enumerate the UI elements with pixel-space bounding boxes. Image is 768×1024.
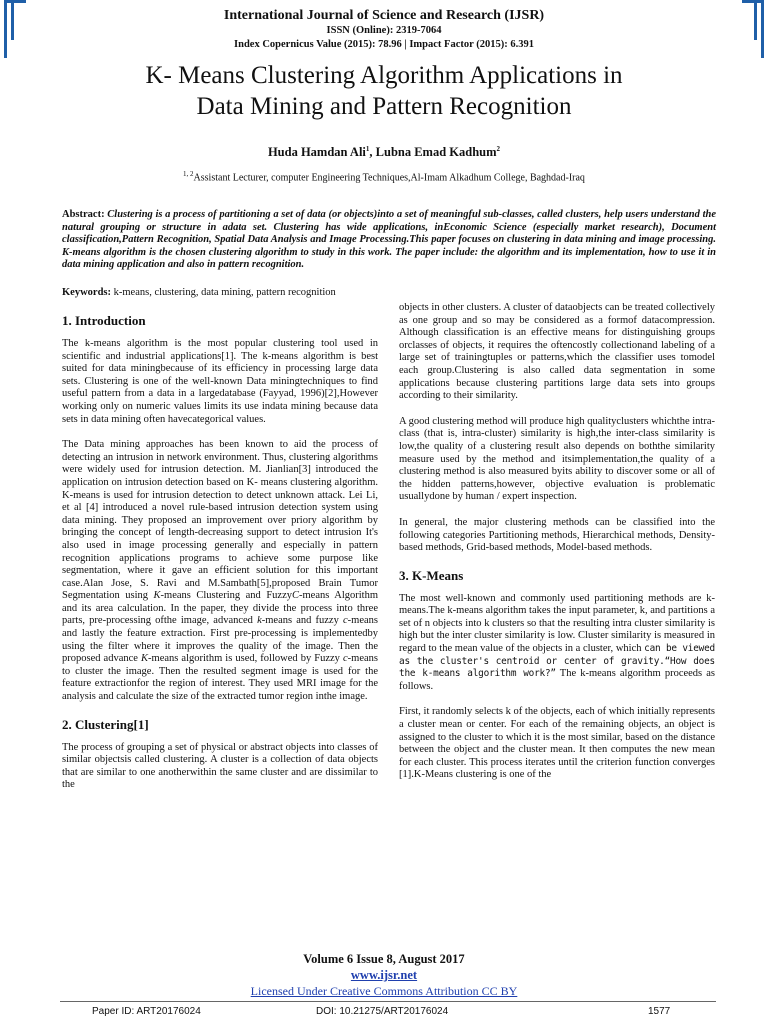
keywords bbox=[62, 287, 716, 298]
title-line-1: K- Means Clustering Algorithm Applications in bbox=[145, 62, 623, 89]
intro-p2-c: -means Algorithm and its area calculation. In the paper, they divide the process into three parts, pre-processing ofthe image, advanced bbox=[62, 590, 379, 627]
intro-p2-g: -means to cluster the image. Then the resulted segment image is used for the feature extractionfor the region of interest. They used MRI image for the analysis and calculate the size of the extracted tumor region inthe image. bbox=[62, 653, 378, 703]
clustering-paragraph-3: A good clustering method will produce high qualityclusters whichthe intra-class (that is, intra-cluster) similarity is high,the inter-class similarity is low,the quality of a clustering result also depends on boththe similarity measure used by the method and itsimplementation,the quality of a clustering method is also measured byits ability to discover some or all of the hidden patterns,however, objective evaluation is problematic usuallydone by human / expert inspection. bbox=[399, 415, 715, 503]
license-link[interactable]: Licensed Under Creative Commons Attribution CC BY bbox=[250, 984, 518, 998]
kmeans-p1-quote: can be viewed as the cluster's centroid or center of gravity.“How does the k-means algorithm work?” bbox=[399, 643, 715, 680]
kmeans-paragraph-1 bbox=[399, 593, 715, 694]
footer-divider bbox=[60, 1001, 716, 1002]
intro-paragraph-1: The k-means algorithm is the most popular clustering tool used in scientific and industrial applications[1]. The k-means algorithm is best suited for data miningbecause of its efficiency in processing large data sets. Clustering is one of the well-known Data miningtechniques to find useful pattern from a data in a largedatabase (Fayyad, 1996)[2],However working only on numeric values limits its use indata mining because data sets in data mining often havecategorical values. bbox=[62, 338, 378, 425]
index-line: Index Copernicus Value (2015): 78.96 | Impact Factor (2015): 6.391 bbox=[234, 39, 534, 50]
section-heading-introduction: 1. Introduction bbox=[62, 313, 146, 328]
abstract-label: Abstract: bbox=[62, 209, 105, 220]
keywords-label: Keywords: bbox=[62, 287, 111, 298]
author-2-sup: 2 bbox=[496, 145, 501, 153]
intro-p2-k3: K bbox=[141, 653, 149, 665]
section-heading-clustering: 2. Clustering[1] bbox=[62, 716, 149, 732]
paper-title bbox=[30, 60, 738, 122]
intro-p2-d: -means and fuzzy bbox=[261, 615, 343, 627]
abstract-text: Clustering is a process of partitioning a set of data (or objects)into a set of meaningful sub-classes, called clusters, help users understand the natural grouping or structure in adata set. Clustering has wide applications, inEconomic Science (especially market research), Document classification,Pattern Recognition, Spatial Data Analysis and Image Processing.This paper focuses on clustering in data mining and image processing. K-means algorithm is the chosen clustering algorithm to study in this work. The paper include: the algorithm and its implementation, how to use it in data mining application and also in pattern recognition. bbox=[62, 209, 716, 271]
intro-p2-c1: C bbox=[291, 590, 299, 602]
affiliation-text: Assistant Lecturer, computer Engineering Techniques,Al-Imam Alkadhum College, Baghdad-Iraq bbox=[193, 172, 585, 184]
clustering-paragraph-1: The process of grouping a set of physical or abstract objects into classes of similar objectsis called clustering. A cluster is a collection of data objects that are similar to one anotherwithin the same cluster and are dissimilar to the bbox=[62, 741, 378, 791]
doi: DOI: 10.21275/ART20176024 bbox=[316, 1006, 449, 1017]
journal-website-link[interactable]: www.ijsr.net bbox=[350, 968, 418, 982]
journal-name: International Journal of Science and Research (IJSR) bbox=[223, 8, 545, 23]
clustering-paragraph-4: In general, the major clustering methods can be classified into the following categories Partitioning methods, Hierarchical methods, Density-based methods, Grid-based methods, Model-based methods. bbox=[399, 516, 715, 554]
affiliation bbox=[0, 170, 768, 183]
intro-p2-k2: k bbox=[257, 615, 262, 627]
kmeans-p1-b: The k-means algorithm proceeds as follows. bbox=[399, 668, 715, 692]
author-separator: , bbox=[369, 145, 376, 160]
intro-p2-c3: c bbox=[343, 653, 348, 665]
left-column bbox=[62, 309, 378, 805]
intro-p2-e: -means and lastly the feature extraction. First pre-processing is implementedby using the filter where it improves the quality of the image. Then the proposed advance bbox=[62, 615, 378, 665]
right-column bbox=[399, 302, 715, 795]
author-1-sup: 1 bbox=[365, 145, 370, 153]
author-list bbox=[0, 145, 768, 160]
author-2: Lubna Emad Kadhum bbox=[375, 145, 497, 160]
intro-p2-f: -means algorithm is used, followed by Fuzzy bbox=[148, 653, 343, 665]
kmeans-p1-a: The most well-known and commonly used partitioning methods are k-means.The k-means algorithm takes the input parameter, k, and partitions a set of n objects into k clusters so that the resulting intra cluster similarity is high but the inter cluster similarity is low. Cluster similarity is measured in regard to the mean value of the objects in a cluster, which bbox=[399, 592, 715, 655]
abstract bbox=[62, 209, 716, 272]
kmeans-paragraph-2: First, it randomly selects k of the objects, each of which initially represents a cluster mean or center. For each of the remaining objects, an object is assigned to the cluster to which it is the most similar, based on the distance between the object and the cluster mean. It then computes the new mean for each cluster. This process iterates until the criterion function converges [1].K-Means clustering is one of the bbox=[399, 706, 715, 781]
author-1: Huda Hamdan Ali bbox=[267, 145, 366, 160]
keywords-text: k-means, clustering, data mining, pattern recognition bbox=[113, 287, 336, 298]
paper-id: Paper ID: ART20176024 bbox=[92, 1006, 201, 1017]
intro-paragraph-2 bbox=[62, 439, 378, 703]
issn-line: ISSN (Online): 2319-7064 bbox=[326, 25, 442, 36]
clustering-paragraph-2: objects in other clusters. A cluster of dataobjects can be treated collectively as one group and so may be considered as a formof datacompression. Although classification is an effective means for distinguishing groups orclasses of objects, it requires the oftencostly collectionand labeling of a large set of trainingtuples or patterns,which the classifier uses tomodel each group.Clustering is also called data segmentation in some applications because clustering partitions large data sets into groups according to their similarity. bbox=[399, 302, 715, 402]
intro-p2-k1: K bbox=[153, 590, 161, 602]
volume-issue: Volume 6 Issue 8, August 2017 bbox=[303, 952, 465, 966]
intro-p2-b: -means Clustering and Fuzzy bbox=[160, 590, 292, 602]
title-line-2: Data Mining and Pattern Recognition bbox=[196, 93, 572, 120]
page-number: 1577 bbox=[648, 1006, 671, 1017]
intro-p2-c2: c bbox=[343, 615, 348, 627]
section-heading-kmeans: 3. K-Means bbox=[399, 567, 464, 583]
intro-p2-a: The Data mining approaches has been known to aid the process of detecting an intrusion in network environment. Thus, clustering algorithms were widely used for intrusion detection. M. Jianlian[3] introduced the application on intrusion detection based on K- means clustering algorithm. K-means is used for intrusion detection to detect unknown attack. Lei Li, et al [4] introduced a novel rule-based intrusion detection system using data mining. They proposed an improvement over priory algorithm by bringing the concept of length-decreasing support to detect intrusion It's also used in image processing generally and especially in pattern recognition applications programs to achieve some purpose like segmentation, where it gave an efficient solution for this important case.Alan Jose, S. Ravi and M.Sambath[5],proposed Brain Tumor Segmentation using bbox=[62, 439, 378, 602]
affiliation-sup: 1, 2 bbox=[183, 170, 194, 178]
